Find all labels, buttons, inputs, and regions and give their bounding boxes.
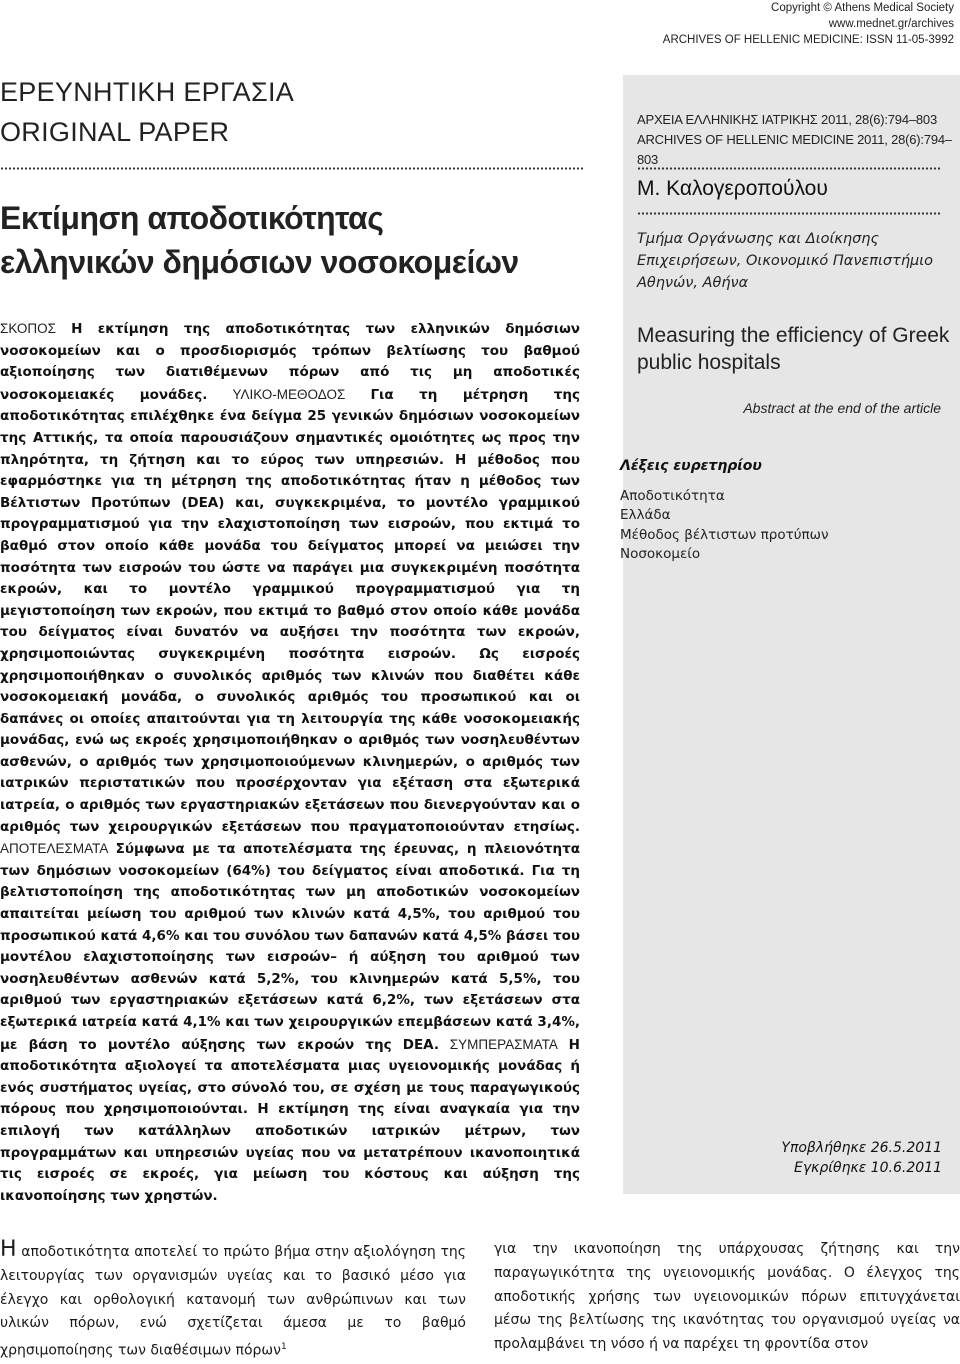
affiliation-line: Επιχειρήσεων, Οικονομικό Πανεπιστήμιο (637, 253, 934, 269)
abstract-body (0, 318, 580, 1207)
english-title-line: Measuring the efficiency of Greek (637, 324, 950, 347)
section-greek: ΕΡΕΥΝΗΤΙΚΗ ΕΡΓΑΣΙΑ (0, 77, 295, 107)
keyword-item: Αποδοτικότητα (620, 488, 725, 504)
section-header (0, 72, 294, 152)
journal-english: ARCHIVES OF HELLENIC MEDICINE 2011, 28(6):794–803 (637, 132, 952, 167)
methods-label: ΥΛΙΚΟ-ΜΕΘΟΔΟΣ (232, 386, 346, 402)
dotted-divider (637, 212, 941, 215)
article-title (0, 196, 519, 284)
website-link[interactable]: www.mednet.gr/archives (828, 18, 954, 30)
dotted-divider (637, 167, 941, 170)
dotted-divider (0, 167, 584, 170)
issn-line: ARCHIVES OF HELLENIC MEDICINE: ISSN 11-05-3992 (662, 34, 954, 46)
conclusions-text: Η αποδοτικότητα αξιολογεί τα αποτελέσματα μιας υγειονομικής μονάδας ή ενός συστήματος υγείας, στο σύνολό του, σε σχέση με τους παραγωγικούς πόρους που χρησιμοποιούνται. Η εκτίμηση της είναι αναγκαία για την επιλογή των κατάλληλων αποδοτικών ιατρικών μέτρων, των προγραμμάτων και υπηρεσιών υγείας που να μετατρέπουν ικανοποιητικά τις εισροές σε εκροές, για μείωση του κόστους και αύξηση της ικανοποίησης των χρηστών. (0, 1036, 580, 1204)
aim-label: ΣΚΟΠΟΣ (0, 321, 57, 336)
section-english: ORIGINAL PAPER (0, 117, 230, 147)
keyword-item: Ελλάδα (620, 507, 671, 524)
keyword-item: Μέθοδος βέλτιστων προτύπων (620, 526, 829, 543)
footnote-ref[interactable]: 1 (280, 1342, 287, 1353)
title-line-2: ελληνικών δημόσιων νοσοκομείων (0, 244, 519, 280)
methods-text: Για τη μέτρηση της αποδοτικότητας επιλέχθηκε ένα δείγμα 25 γενικών δημόσιων νοσοκομείων της Αττικής, τα οποία παρουσιάζουν σημαντικές ομοιότητες ως προς την πληρότητα, τη ζήτηση και το εύρος των υπηρεσιών. Η μέθοδος που εφαρμόστηκε για τη μέτρηση της αποδοτικότητας ήταν η μέθοδος των Βέλτιστων Προτύπων (DEA) και, συγκεκριμένα, το μοντέλο γραμμικού προγραμματισμού για την ελαχιστοποίηση των εισροών, που εκτιμά το βαθμό στον οποίο κάθε μονάδα του δείγματος μπορεί να μειώσει την ποσότητα των εισροών του ώστε να παράγει μια συγκεκριμένη ποσότητα εκροών, και το μοντέλο γραμμικού προγραμματισμού για τη μεγιστοποίηση των εκροών, που εκτιμά το βαθμό στον οποίο κάθε μονάδα του δείγματος είναι δυνατόν να αυξήσει την ποσότητα των εκροών, χρησιμοποιώντας συγκεκριμένη ποσότητα εισροών. Ως εισροές χρησιμοποιήθηκαν ο συνολικός αριθμός των κλινών που διαθέτει κάθε νοσοκομειακή μονάδα, ο συνολικός αριθμός του προσωπικού και οι δαπάνες οι οποίες απαιτούνται για τη λειτουργία της κάθε νοσοκομειακής μονάδας, ενώ ως εκροές χρησιμοποιήθηκαν ο αριθμός των νοσηλευθέντων ασθενών, ο αριθμός των χρησιμοποιούμενων κλινημερών, ο αριθμός των ιατρικών περιστατικών που προσέρχονταν για εξέταση στα εξωτερικά ιατρεία, ο αριθμός των εργαστηριακών εξετάσεων που διενεργούνταν και ο αριθμός των χειρουργικών εξετάσεων που πραγματοποιούνταν ετησίως. (0, 386, 581, 835)
journal-greek: ΑΡΧΕΙΑ ΕΛΛΗΝΙΚΗΣ ΙΑΤΡΙΚΗΣ 2011, 28(6):794–803 (637, 112, 937, 127)
results-text: Σύμφωνα με τα αποτελέσματα της έρευνας, η πλειονότητα των δημόσιων νοσοκομείων (64%) του δείγματος είναι αποδοτικά. Για τη βελτιστοποίηση της αποδοτικότητας των μη αποδοτικών νοσοκομείων απαιτείται μείωση του αριθμού των κλινών κατά 4,5%, του αριθμού του προσωπικού κατά 4,6% και του συνόλου των δαπανών κατά 4,5% βάσει του μοντέλου ελαχιστοποίησης των εισροών– ή αύξηση του αριθμού των νοσηλευθέντων ασθενών κατά 5,2%, του κλινημερών κατά 5,5%, του αριθμού των εργαστηριακών εξετάσεων κατά 6,2%, των εξετάσεων στα εξωτερικά ιατρεία κατά 4,1% και των χειρουργικών επεμβάσεων κατά 3,4%, με βάση το μοντέλο αύξησης των εκροών της DEA. (0, 841, 580, 1053)
keywords-heading: Λέξεις ευρετηρίου (620, 458, 762, 474)
affiliation-line: Αθηνών, Αθήνα (637, 275, 749, 291)
submission-dates (781, 1138, 942, 1178)
author-affiliation (637, 228, 933, 294)
intro-left-text: αποδοτικότητα αποτελεί το πρώτο βήμα στην αξιολόγηση της λειτουργίας των οργανισμών υγείας και το βασικό μέσο για έλεγχο και ορθολογική κατανομή των ανθρώπινων και των υλικών πόρων, ενώ σχετίζεται άμεσα με το βαθμό χρησιμοποίησης των διαθέσιμων πόρων (0, 1244, 466, 1359)
journal-citation (637, 110, 960, 170)
copyright-block (663, 0, 954, 48)
drop-cap: Η (0, 1237, 17, 1262)
aim-text: Η εκτίμηση της αποδοτικότητας των ελληνικών δημόσιων νοσοκομείων και ο προσδιορισμός τρόπων βελτίωσης του βαθμού αξιοποίησης των διατιθέμενων πόρων από τις μη αποδοτικές νοσοκομειακές μονάδες. (0, 321, 580, 403)
submitted-date: Υποβλήθηκε 26.5.2011 (781, 1140, 942, 1156)
title-line-1: Εκτίμηση αποδοτικότητας (0, 200, 384, 236)
copyright-line: Copyright © Athens Medical Society (771, 2, 954, 14)
author-name: Μ. Καλογεροπούλου (637, 177, 828, 200)
affiliation-line: Τμήμα Οργάνωσης και Διοίκησης (637, 231, 880, 247)
abstract-note: Abstract at the end of the article (743, 400, 941, 416)
intro-right-column: για την ικανοποίηση της υπάρχουσας ζήτησης και την παραγωγικότητα της υγειονομικής μονάδας. Ο έλεγχος της αποδοτικής χρήσης των υγειονομικών πόρων επιτυγχάνεται μέσω της βελτίωσης της ικανότητας του οργανισμού υγείας να προλαμβάνει τη νόσο ή να παρέχει τη φροντίδα στον (494, 1241, 960, 1353)
english-title-line: public hospitals (637, 351, 781, 374)
keyword-item: Νοσοκομείο (620, 545, 701, 562)
keywords-list (620, 487, 829, 564)
english-title (637, 322, 949, 376)
intro-left-column (0, 1238, 466, 1364)
results-label: ΑΠΟΤΕΛΕΣΜΑΤΑ (0, 841, 109, 857)
accepted-date: Εγκρίθηκε 10.6.2011 (794, 1160, 942, 1176)
conclusions-label: ΣΥΜΠΕΡΑΣΜΑΤΑ (449, 1036, 558, 1052)
